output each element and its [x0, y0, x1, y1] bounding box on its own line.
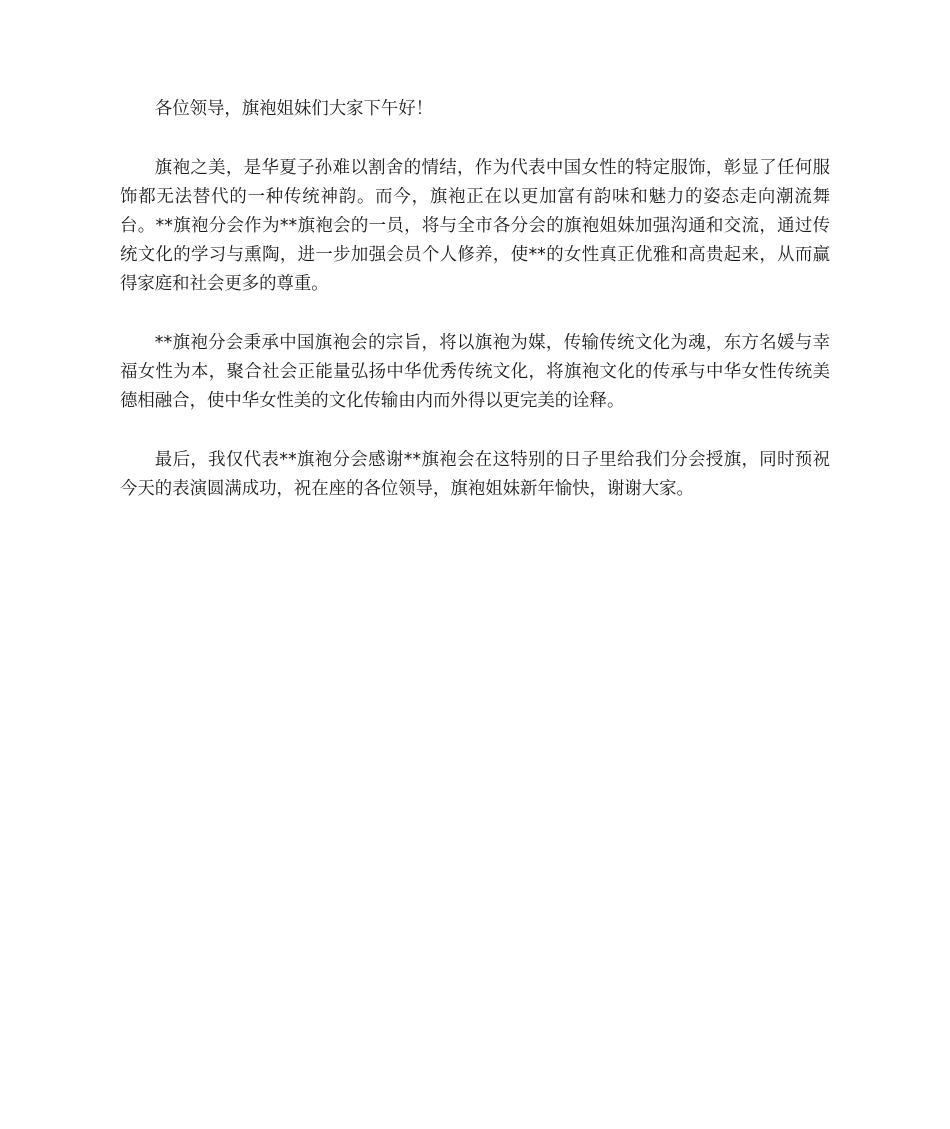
- greeting-paragraph: 各位领导，旗袍姐妹们大家下午好！: [154, 99, 434, 119]
- document-body: [120, 95, 830, 534]
- body-paragraph-2: **旗袍分会秉承中国旗袍会的宗旨，将以旗袍为媒，传输传统文化为魂，东方名媛与幸福女性为本，聚合社会正能量弘扬中华优秀传统文化，将旗袍文化的传承与中华女性传统美德相融合，使中华女性美的文化传输由内而外得以更完美的诠释。: [120, 333, 830, 411]
- body-paragraph-1: 旗袍之美，是华夏子孙难以割舍的情结，作为代表中国女性的特定服饰，彰显了任何服饰都无法替代的一种传统神韵。而今，旗袍正在以更加富有韵味和魅力的姿态走向潮流舞台。**旗袍分会作为**旗袍会的一员，将与全市各分会的旗袍姐妹加强沟通和交流，通过传统文化的学习与熏陶，进一步加强会员个人修养，使**的女性真正优雅和高贵起来，从而赢得家庭和社会更多的尊重。: [120, 158, 830, 294]
- closing-paragraph: 最后，我仅代表**旗袍分会感谢**旗袍会在这特别的日子里给我们分会授旗，同时预祝今天的表演圆满成功，祝在座的各位领导，旗袍姐妹新年愉快，谢谢大家。: [120, 450, 830, 499]
